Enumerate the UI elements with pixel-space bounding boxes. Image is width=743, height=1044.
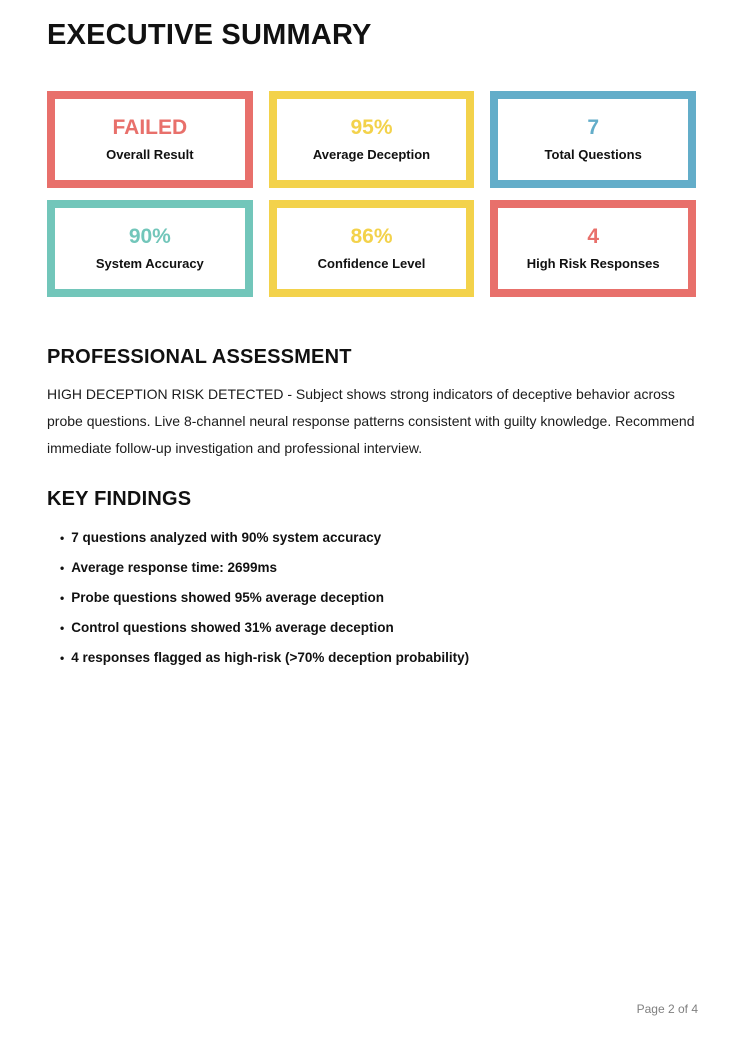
stat-card: [490, 91, 696, 188]
stat-card-value: 86%: [350, 225, 393, 248]
stat-card-label: High Risk Responses: [526, 256, 660, 271]
bullet-icon: •: [60, 561, 65, 575]
stat-card-label: System Accuracy: [95, 256, 204, 271]
key-finding-item: [60, 643, 696, 673]
stat-card-label: Confidence Level: [317, 256, 426, 271]
key-finding-text: Average response time: 2699ms: [71, 560, 278, 575]
bullet-icon: •: [60, 531, 65, 545]
stat-card: [47, 200, 253, 297]
stat-card: [269, 91, 475, 188]
stat-card-label: Total Questions: [544, 147, 642, 162]
key-finding-item: [60, 523, 696, 553]
key-finding-text: Control questions showed 31% average deception: [71, 620, 394, 635]
key-finding-text: 4 responses flagged as high-risk (>70% deception probability): [71, 650, 470, 665]
professional-assessment-heading: PROFESSIONAL ASSESSMENT: [47, 346, 352, 368]
key-finding-item: [60, 553, 696, 583]
bullet-icon: •: [60, 591, 65, 605]
key-findings-list: [47, 523, 696, 673]
stat-card-label: Overall Result: [106, 147, 194, 162]
key-finding-text: Probe questions showed 95% average deception: [71, 590, 385, 605]
key-findings-heading: KEY FINDINGS: [47, 488, 192, 510]
bullet-icon: •: [60, 651, 65, 665]
bullet-icon: •: [60, 621, 65, 635]
stat-card: [490, 200, 696, 297]
stat-card: [47, 91, 253, 188]
key-finding-item: [60, 583, 696, 613]
stat-card: [269, 200, 475, 297]
page-title: EXECUTIVE SUMMARY: [47, 19, 372, 51]
page-number: Page 2 of 4: [636, 1002, 698, 1016]
stat-card-label: Average Deception: [312, 147, 431, 162]
stat-card-value: 7: [587, 116, 599, 139]
stat-card-value: 4: [587, 225, 599, 248]
professional-assessment-body: HIGH DECEPTION RISK DETECTED - Subject shows strong indicators of deceptive behavior across probe questions. Live 8-channel neural response patterns consistent with guilty knowledge. Recommend immediate follow-up investigation and professional interview.: [47, 386, 695, 456]
stat-card-value: FAILED: [112, 116, 188, 139]
stat-card-value: 90%: [128, 225, 171, 248]
stat-card-value: 95%: [350, 116, 393, 139]
key-finding-item: [60, 613, 696, 643]
key-finding-text: 7 questions analyzed with 90% system accuracy: [71, 530, 382, 545]
stat-card-grid: [47, 91, 696, 297]
